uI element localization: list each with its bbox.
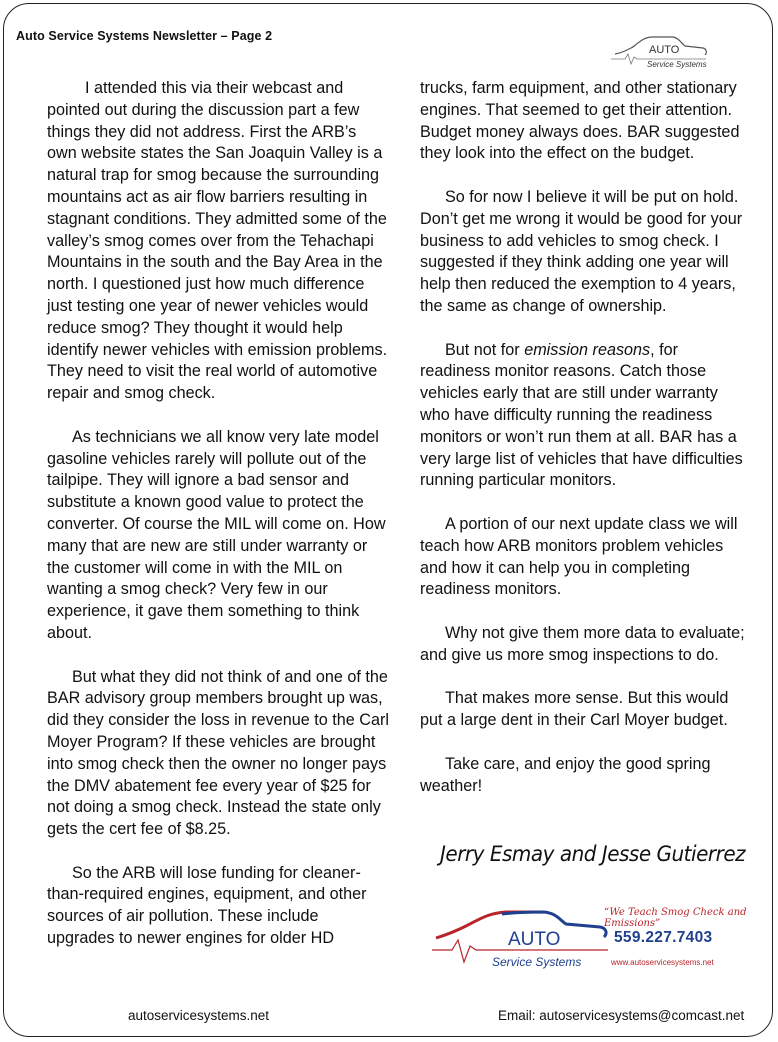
- article-paragraph: So for now I believe it will be put on hold. Don’t get me wrong it would be good for your business to add vehicles to smog check. I suggested if they think adding one year will help then reduced the exemption to 4 years, the same as change of ownership.: [420, 187, 743, 315]
- header-logo: [611, 24, 711, 74]
- article-paragraph: That makes more sense. But this would put a large dent in their Carl Moyer budget.: [420, 689, 729, 730]
- article-paragraph: I attended this via their webcast and pointed out during the discussion part a few things they did not address. First the ARB’s own website states the San Joaquin Valley is a natural trap for smog because the surrounding mountains act as air flow barriers resulting in stagnant conditions. They admitted some of the valley’s smog comes over from the Tehachapi Mountains in the south and the Bay Area in the north. I questioned just how much difference just testing one year of newer vehicles would reduce smog? They thought it would help identify newer vehicles with emission problems. They need to visit the real world of automotive repair and smog check.: [47, 79, 388, 403]
- header-logo-text-auto: AUTO: [649, 44, 680, 56]
- article-paragraph: As technicians we all know very late model gasoline vehicles rarely will pollute out of the tailpipe. They will ignore a bad sensor and substitute a known good value to protect the converter. Of course the MIL will come on. How many that are new are still under warranty or the customer will come in with the MIL on wanting a smog check? Very few in our experience, it gave them something to think about.: [47, 427, 386, 642]
- article-paragraph: Take care, and enjoy the good spring weather!: [420, 754, 711, 795]
- right-column: [420, 78, 750, 819]
- article-paragraph: Why not give them more data to evaluate; and give us more smog inspections to do.: [420, 623, 745, 664]
- paragraph-text: , for readiness monitor reasons. Catch those vehicles early that are still under warranty who have difficulty running the readiness monitors or won’t run them at all. BAR has a very large list of vehicles that have difficulties running particular monitors.: [420, 340, 743, 490]
- promo-logo-text-auto: AUTO: [508, 929, 561, 950]
- article-paragraph-continuation: trucks, farm equipment, and other stationary engines. That seemed to get their attention. Budget money always does. BAR suggested they look into the effect on the budget.: [420, 79, 740, 163]
- promo-logo: [432, 900, 612, 980]
- promo-logo-text-service: Service Systems: [492, 955, 582, 969]
- footer-email[interactable]: Email: autoservicesystems@comcast.net: [498, 1008, 745, 1023]
- header-logo-text-service: Service Systems: [647, 60, 707, 69]
- promo-phone: 559.227.7403: [614, 929, 713, 946]
- article-paragraph: So the ARB will lose funding for cleaner-than-required engines, equipment, and other sources of air pollution. These include upgrades to newer engines for older HD: [47, 863, 367, 948]
- article-paragraph: [420, 340, 750, 493]
- article-paragraph: But what they did not think of and one of the BAR advisory group members brought up was, did they consider the loss in revenue to the Carl Moyer Program? If these vehicles are brought into smog check then the owner no longer pays the DMV abatement fee every year of $25 for not doing a smog check. Instead the state only gets the cert fee of $8.25.: [47, 667, 389, 839]
- paragraph-text: But not for: [445, 340, 525, 359]
- promo-slogan: “We Teach Smog Check and Emissions”: [604, 907, 747, 929]
- page-header-title: Auto Service Systems Newsletter – Page 2: [16, 29, 273, 43]
- emphasis-text: emission reasons: [524, 340, 651, 359]
- footer-website[interactable]: autoservicesystems.net: [128, 1008, 270, 1023]
- author-signature: Jerry Esmay and Jesse Gutierrez: [440, 842, 746, 866]
- promo-url[interactable]: www.autoservicesystems.net: [611, 958, 714, 967]
- left-column: [47, 78, 389, 972]
- article-paragraph: A portion of our next update class we will teach how ARB monitors problem vehicles and how it can help you in completing readiness monitors.: [420, 514, 738, 599]
